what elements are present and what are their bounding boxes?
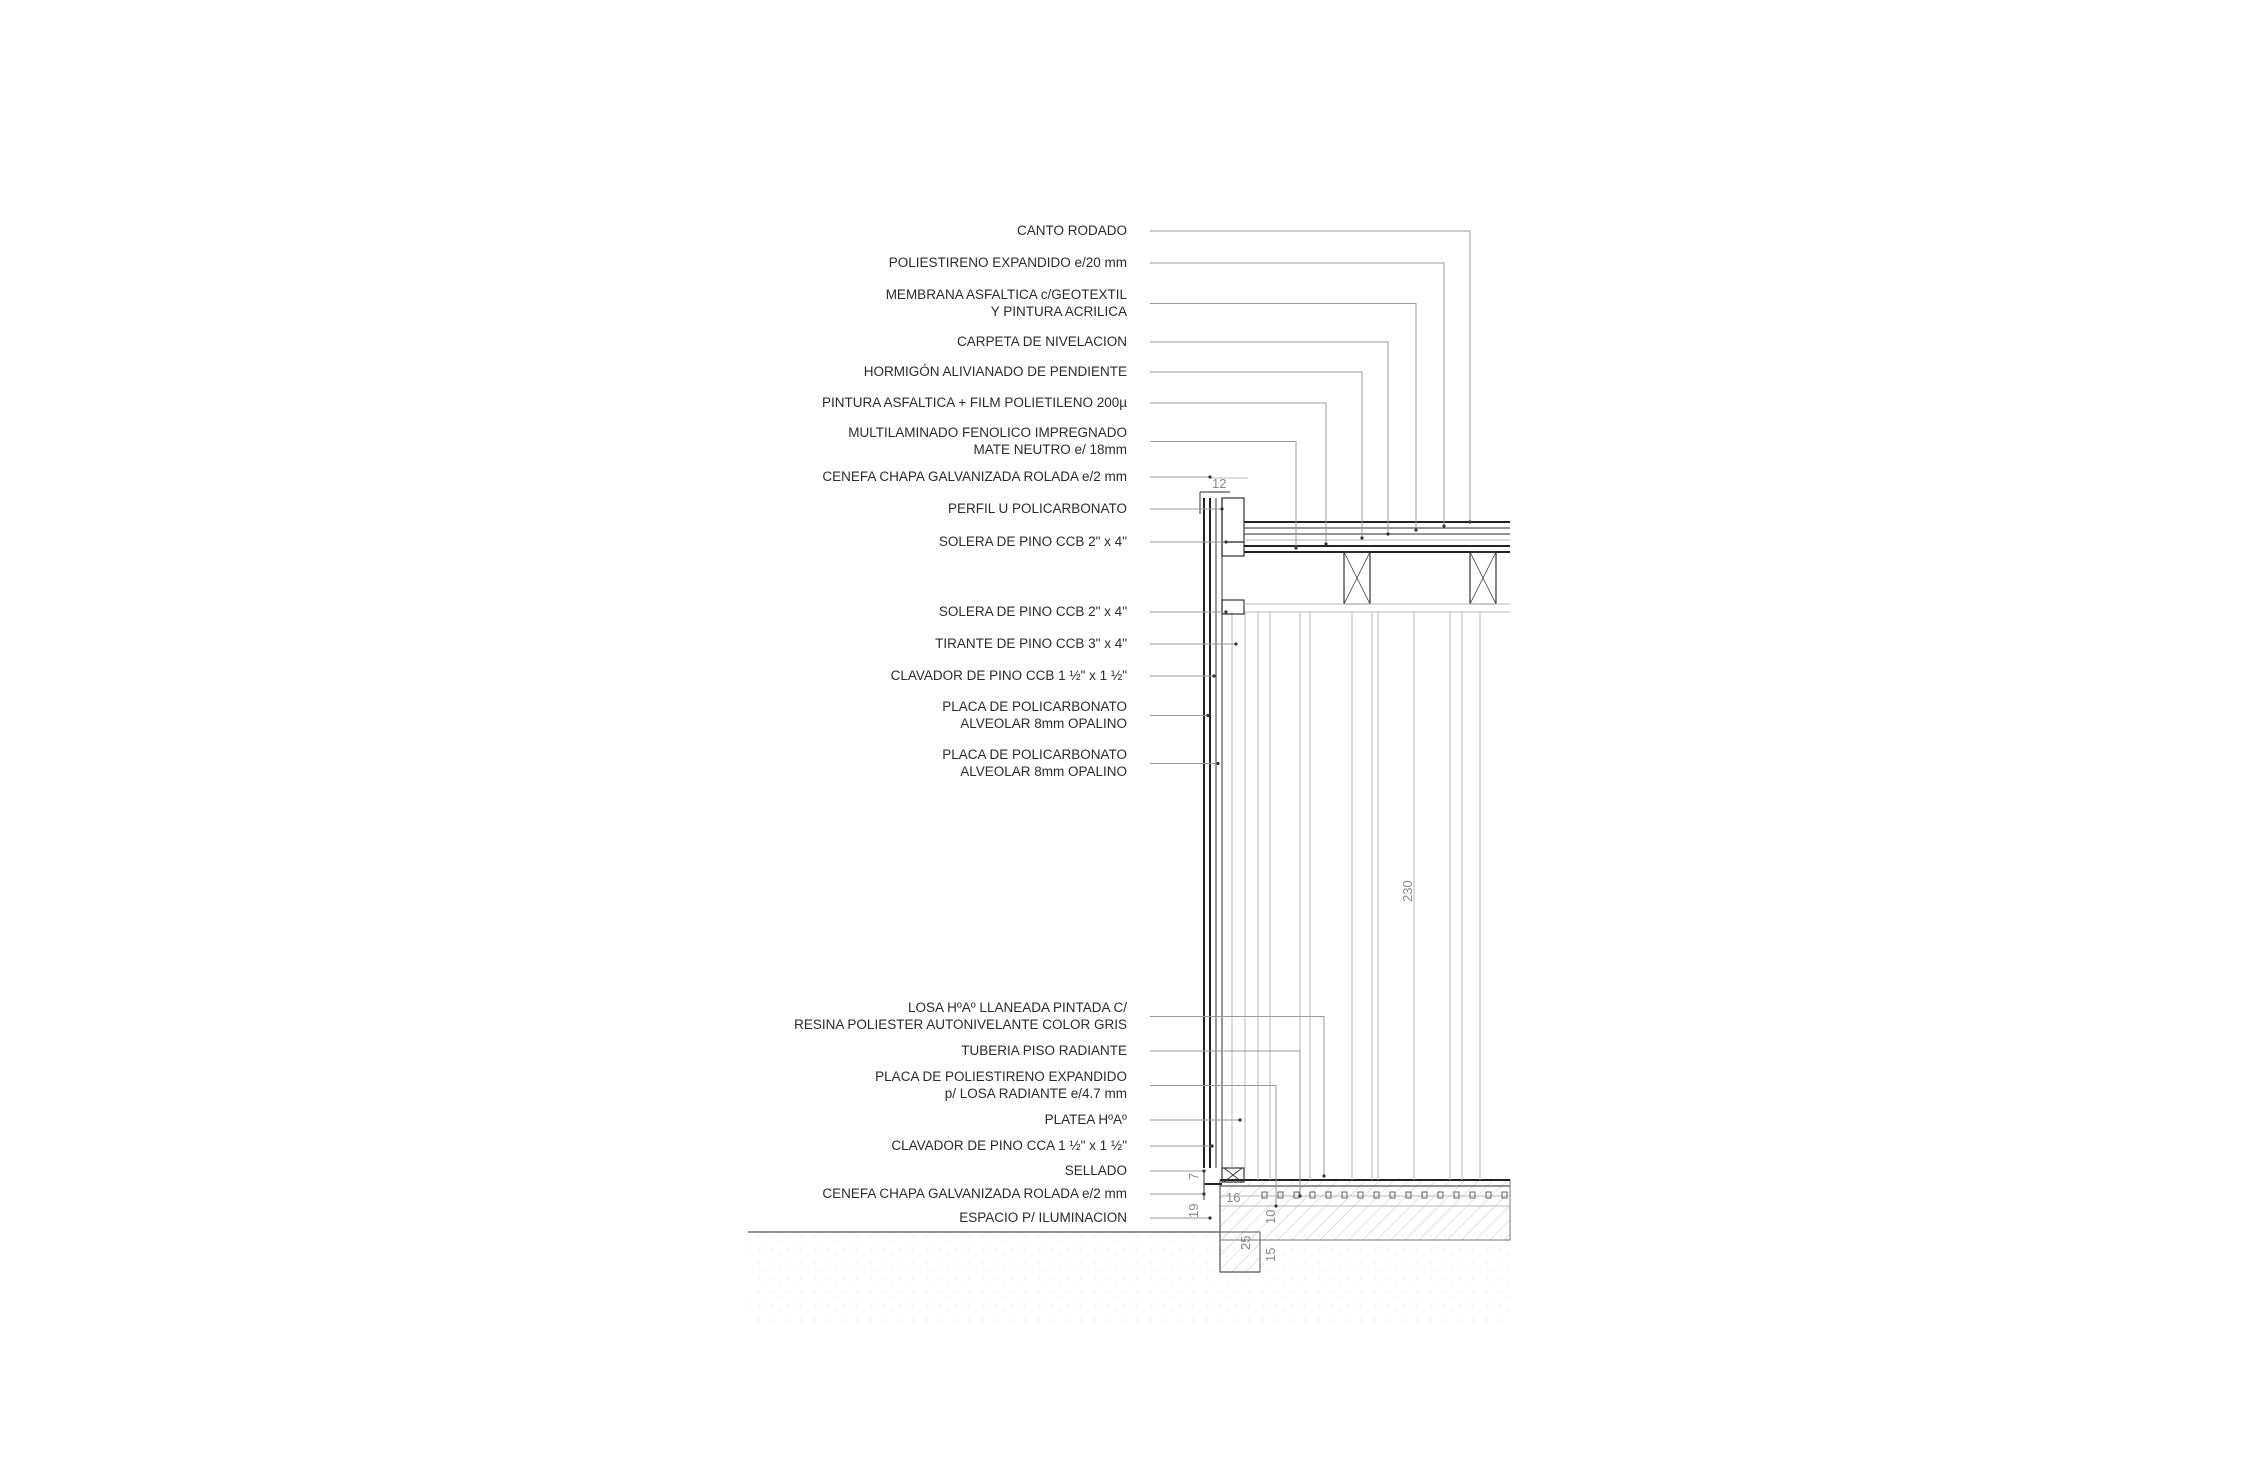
polycarbonate-wall xyxy=(1204,498,1245,1168)
labels-middle-label: PLACA DE POLICARBONATO ALVEOLAR 8mm OPALINO xyxy=(942,747,1127,779)
dim-base-e: 19 xyxy=(1186,1203,1201,1218)
leader-dot xyxy=(1224,540,1227,543)
leader-dot xyxy=(1212,674,1215,677)
leader-dot xyxy=(1234,642,1237,645)
leader-dot xyxy=(1202,1192,1205,1195)
leader-line xyxy=(1150,442,1296,549)
labels-middle-label: SOLERA DE PINO CCB 2" x 4" xyxy=(938,604,1127,619)
labels-upper-label: POLIESTIRENO EXPANDIDO e/20 mm xyxy=(888,255,1127,270)
leader-dot xyxy=(1208,1216,1211,1219)
leader-dot xyxy=(1360,536,1363,539)
leader-line xyxy=(1150,1017,1324,1177)
labels-upper-label: CENEFA CHAPA GALVANIZADA ROLADA e/2 mm xyxy=(822,469,1127,484)
labels-lower-label: CENEFA CHAPA GALVANIZADA ROLADA e/2 mm xyxy=(822,1186,1127,1201)
leader-dot xyxy=(1224,610,1227,613)
labels-lower-label: PLATEA HºAº xyxy=(1044,1112,1127,1127)
annotation-labels xyxy=(794,223,1127,1225)
labels-upper-label: CARPETA DE NIVELACION xyxy=(956,334,1127,349)
leader-line xyxy=(1150,263,1444,526)
leader-line xyxy=(1150,1051,1300,1196)
leader-dot xyxy=(1216,762,1219,765)
labels-upper-label: SOLERA DE PINO CCB 2" x 4" xyxy=(938,534,1127,549)
leader-dot xyxy=(1468,520,1471,523)
labels-upper-label: MEMBRANA ASFALTICA c/GEOTEXTIL Y PINTURA ACRILICA xyxy=(885,287,1127,319)
labels-upper-label: MULTILAMINADO FENOLICO IMPREGNADO MATE NEUTRO e/ 18mm xyxy=(848,425,1127,457)
labels-upper-label: PINTURA ASFALTICA + FILM POLIETILENO 200µ xyxy=(821,395,1127,410)
leader-dot xyxy=(1274,1204,1277,1207)
leader-lines xyxy=(1150,231,1472,1220)
leader-dot xyxy=(1208,475,1211,478)
leader-dot xyxy=(1210,1144,1213,1147)
leader-dot xyxy=(1414,528,1417,531)
interior-construction-lines xyxy=(1244,612,1510,1180)
leader-line xyxy=(1150,231,1470,522)
leader-line xyxy=(1150,342,1388,534)
dim-base-f: 7 xyxy=(1186,1172,1201,1180)
leader-dot xyxy=(1206,714,1209,717)
dim-base-d: 16 xyxy=(1226,1190,1241,1205)
labels-upper-label: HORMIGÓN ALIVIANADO DE PENDIENTE xyxy=(863,364,1127,379)
labels-middle-label: CLAVADOR DE PINO CCB 1 ½" x 1 ½" xyxy=(890,668,1127,683)
dim-base-c: 10 xyxy=(1263,1209,1278,1224)
ground xyxy=(748,1232,1510,1322)
labels-lower-label: TUBERIA PISO RADIANTE xyxy=(961,1043,1127,1058)
leader-dot xyxy=(1294,546,1297,549)
labels-upper-label: PERFIL U POLICARBONATO xyxy=(947,501,1127,516)
leader-dot xyxy=(1322,1174,1325,1177)
leader-dot xyxy=(1220,507,1223,510)
leader-line xyxy=(1150,372,1362,538)
labels-lower-label: CLAVADOR DE PINO CCA 1 ½" x 1 ½" xyxy=(891,1138,1127,1153)
roof-assembly xyxy=(1200,478,1510,614)
dim-base-b: 15 xyxy=(1263,1247,1278,1262)
leader-dot xyxy=(1238,1118,1241,1121)
leader-dot xyxy=(1298,1194,1301,1197)
leader-dot xyxy=(1386,532,1389,535)
labels-middle-label: TIRANTE DE PINO CCB 3" x 4" xyxy=(935,636,1127,651)
labels-upper-label: CANTO RODADO xyxy=(1016,223,1127,238)
labels-lower-label: LOSA HºAº LLANEADA PINTADA C/ RESINA POLIESTER AUTONIVELANTE COLOR GRIS xyxy=(794,1000,1127,1032)
leader-line xyxy=(1150,304,1416,531)
dim-height: 230 xyxy=(1400,880,1415,902)
labels-middle-label: PLACA DE POLICARBONATO ALVEOLAR 8mm OPALINO xyxy=(942,699,1127,731)
labels-lower-label: PLACA DE POLIESTIRENO EXPANDIDO p/ LOSA RADIANTE e/4.7 mm xyxy=(875,1069,1127,1101)
labels-lower-label: SELLADO xyxy=(1064,1163,1127,1178)
dim-base-a: 25 xyxy=(1238,1235,1253,1250)
leader-dot xyxy=(1202,1169,1205,1172)
leader-dot xyxy=(1324,542,1327,545)
leader-dot xyxy=(1442,524,1445,527)
labels-lower-label: ESPACIO P/ ILUMINACION xyxy=(959,1210,1127,1225)
dim-top-width: 12 xyxy=(1212,476,1227,491)
